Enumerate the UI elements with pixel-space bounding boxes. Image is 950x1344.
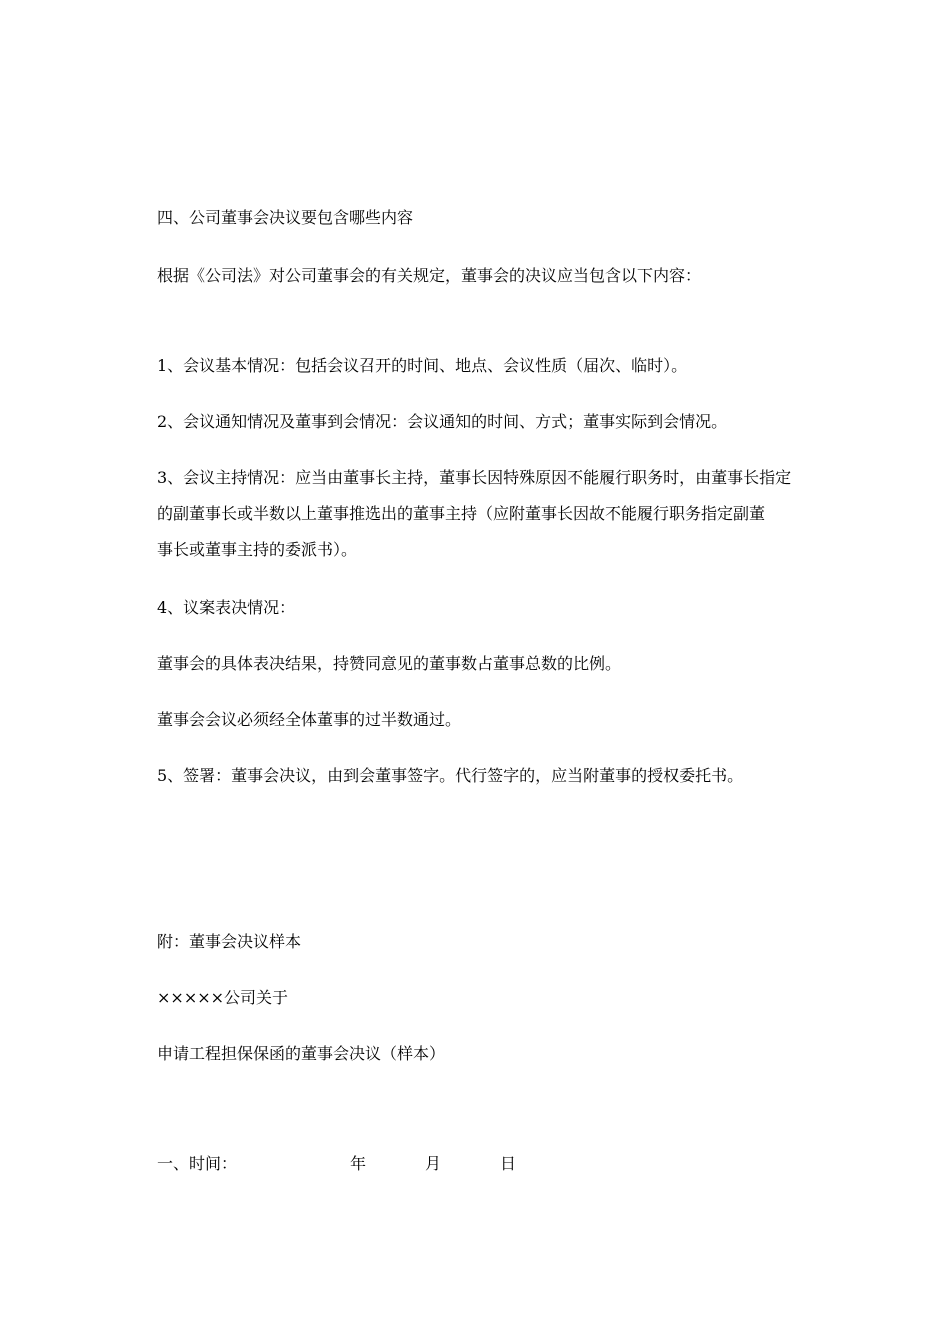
time-label: 一、时间： [157,1154,238,1173]
appendix-title: 申请工程担保保函的董事会决议（样本） [157,1044,446,1063]
item-2: 2、会议通知情况及董事到会情况：会议通知的时间、方式；董事实际到会情况。 [157,412,728,431]
item-3-line-3: 事长或董事主持的委派书）。 [157,540,358,559]
appendix-company-line: ×××××公司关于 [157,988,289,1007]
intro-paragraph: 根据《公司法》对公司董事会的有关规定，董事会的决议应当包含以下内容： [157,266,702,285]
section-heading: 四、公司董事会决议要包含哪些内容 [157,208,414,227]
item-1: 1、会议基本情况：包括会议召开的时间、地点、会议性质（届次、临时）。 [157,356,688,375]
item-4-detail-2: 董事会会议必须经全体董事的过半数通过。 [157,710,462,729]
item-3-paragraph [157,460,797,568]
item-4: 4、议案表决情况： [157,598,296,617]
item-5: 5、签署：董事会决议，由到会董事签字。代行签字的，应当附董事的授权委托书。 [157,766,744,785]
month-label: 月 [425,1154,442,1173]
item-3-line-2: 的副董事长或半数以上董事推选出的董事主持（应附董事长因故不能履行职务指定副董 [157,504,766,523]
item-3-line-1: 3、会议主持情况：应当由董事长主持，董事长因特殊原因不能履行职务时，由董事长指定 [157,468,792,487]
appendix-label: 附：董事会决议样本 [157,932,302,951]
year-label: 年 [350,1154,367,1173]
item-4-detail-1: 董事会的具体表决结果，持赞同意见的董事数占董事总数的比例。 [157,654,622,673]
day-label: 日 [500,1154,517,1173]
